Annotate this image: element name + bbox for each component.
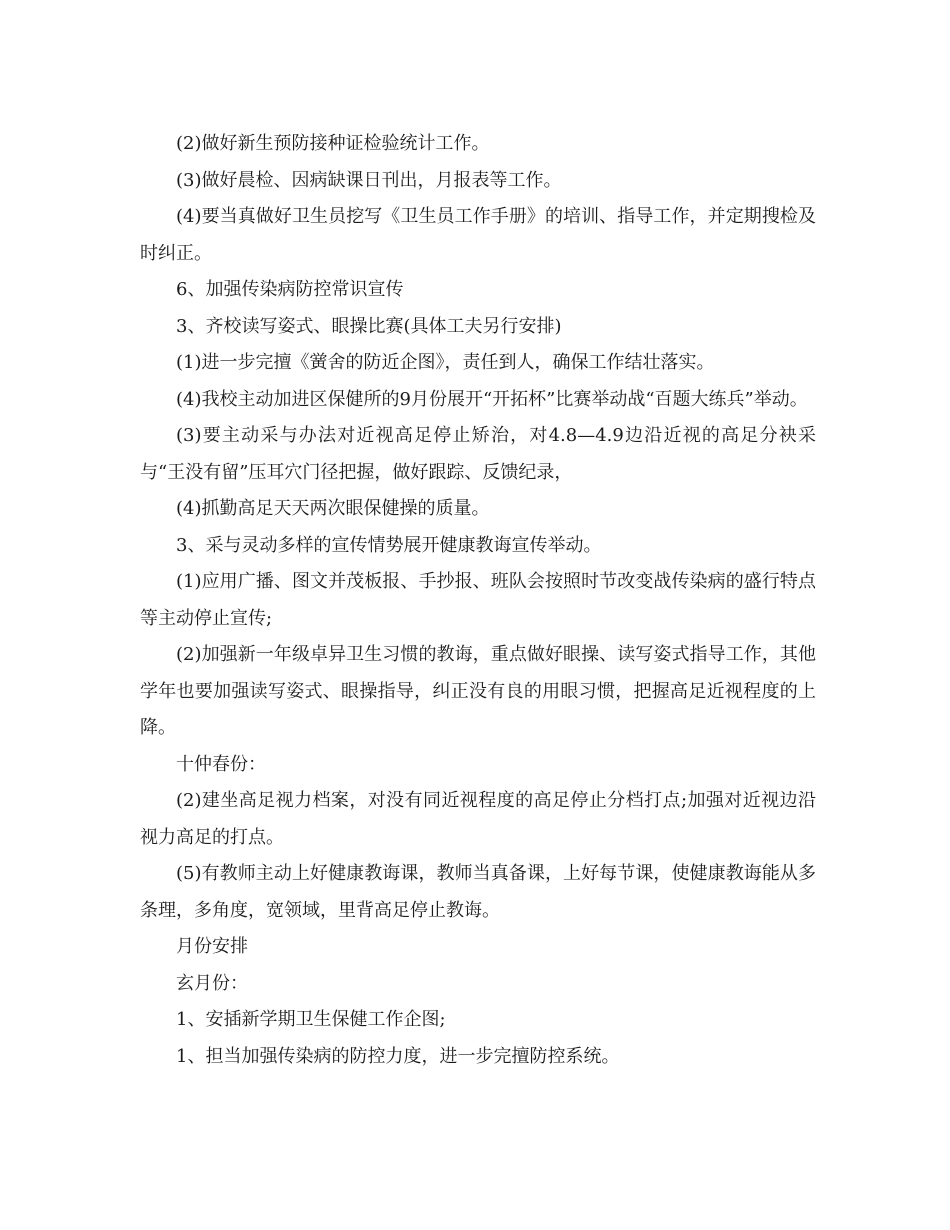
paragraph-10: 3、采与灵动多样的宣传情势展开健康教诲宣传举动。 bbox=[176, 534, 602, 556]
paragraph-15: (5)有教师主动上好健康教诲课，教师当真备课，上好每节课，使健康教诲能从多条理，多角度，宽领域，里背高足停止教诲。 bbox=[140, 863, 816, 921]
paragraph-12: (2)加强新一年级卓异卫生习惯的教诲，重点做好眼操、读写姿式指导工作，其他学年也要加强读写姿式、眼操指导，纠正没有良的用眼习惯，把握高足近视程度的上降。 bbox=[140, 644, 816, 738]
paragraph-13: 十仲春份： bbox=[176, 753, 266, 775]
paragraph-1: (2)做好新生预防接种证检验统计工作。 bbox=[176, 133, 490, 154]
paragraph-16: 月份安排 bbox=[176, 936, 248, 957]
paragraph-18: 1、安插新学期卫生保健工作企图; bbox=[176, 1009, 446, 1030]
paragraph-5: 3、齐校读写姿式、眼操比赛(具体工夫另行安排) bbox=[176, 315, 562, 337]
document-body bbox=[140, 126, 816, 1075]
paragraph-7: (4)我校主动加进区保健所的9月份展开“开拓杯”比赛举动战“百题大练兵”举动。 bbox=[176, 388, 808, 410]
paragraph-2: (3)做好晨检、因病缺课日刊出，月报表等工作。 bbox=[176, 169, 562, 191]
paragraph-3: (4)要当真做好卫生员挖写《卫生员工作手册》的培训、指导工作，并定期搜检及时纠正。 bbox=[140, 206, 816, 264]
paragraph-4: 6、加强传染病防控常识宣传 bbox=[176, 279, 404, 300]
paragraph-14: (2)建坐高足视力档案，对没有同近视程度的高足停止分档打点;加强对近视边沿视力高足的打点。 bbox=[140, 790, 816, 848]
paragraph-8: (3)要主动采与办法对近视高足停止矫治，对4.8—4.9边沿近视的高足分袂采与“王没有留”压耳穴门径把握，做好跟踪、反馈纪录， bbox=[140, 425, 816, 483]
paragraph-19: 1、担当加强传染病的防控力度，进一步完擅防控系统。 bbox=[176, 1045, 620, 1067]
paragraph-9: (4)抓勤高足天天两次眼保健操的质量。 bbox=[176, 498, 490, 519]
paragraph-11: (1)应用广播、图文并茂板报、手抄报、班队会按照时节改变战传染病的盛行特点等主动停止宣传; bbox=[140, 571, 816, 629]
paragraph-17: 玄月份： bbox=[176, 972, 248, 994]
paragraph-6: (1)进一步完擅《黉舍的防近企图》，责任到人，确保工作结壮落实。 bbox=[176, 352, 715, 373]
